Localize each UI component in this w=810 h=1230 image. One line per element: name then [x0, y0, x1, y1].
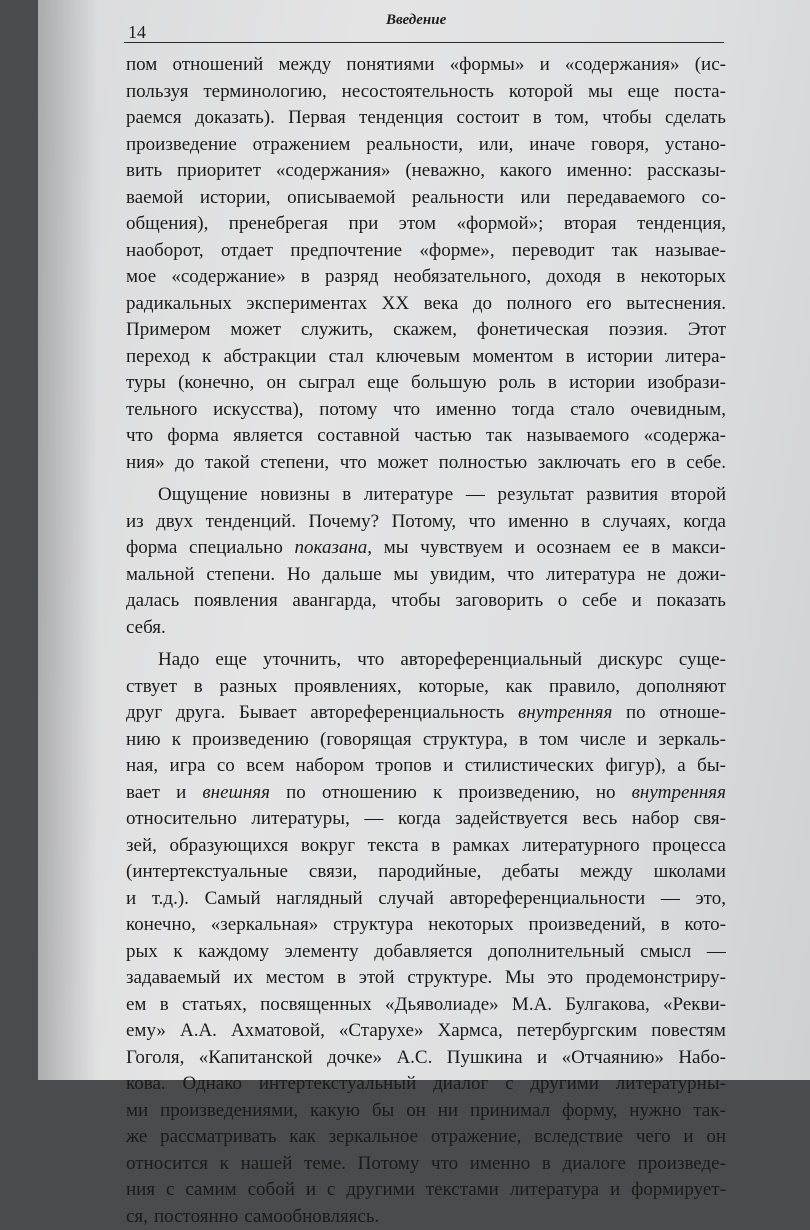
paragraph-3	[126, 647, 726, 1230]
page-gutter-shadow	[38, 0, 98, 1080]
text-line: ему» А.А. Ахматовой, «Старухе» Хармса, петербургским повестям	[126, 1018, 726, 1045]
text-line: относительно литературы, — когда задействуется весь набор свя-	[126, 806, 726, 833]
text-line: Ощущение новизны в литературе — результат развития второй	[126, 482, 726, 509]
text-line: радикальных экспериментах XX века до полного его вытеснения.	[126, 291, 726, 318]
body-text	[126, 52, 726, 1230]
text-line: из двух тенденций. Почему? Потому, что именно в случаях, когда	[126, 509, 726, 536]
page-header	[124, 6, 724, 43]
text-line: ем в статьях, посвященных «Дьяволиаде» М.А. Булгакова, «Рекви-	[126, 992, 726, 1019]
text-line: переход к абстракции стал ключевым моментом в истории литера-	[126, 344, 726, 371]
text-line: далась появления авангарда, чтобы заговорить о себе и показать	[126, 588, 726, 615]
text-line: друг друга. Бывает автореференциальность внутренняя по отноше-	[126, 700, 726, 727]
text-line: себя.	[126, 615, 726, 642]
text-line: Гоголя, «Капитанской дочке» А.С. Пушкина и «Отчаянию» Набо-	[126, 1045, 726, 1072]
text-line: ся, постоянно самообновляясь.	[126, 1204, 726, 1230]
text-line: вает и внешняя по отношению к произведению, но внутренняя	[126, 780, 726, 807]
text-line: пом отношений между понятиями «формы» и «содержания» (ис-	[126, 52, 726, 79]
page-number: 14	[128, 22, 146, 43]
text-line: нию к произведению (говорящая структура, в том числе и зеркаль-	[126, 727, 726, 754]
text-line: вить приоритет «содержания» (неважно, какого именно: рассказы-	[126, 158, 726, 185]
text-line: ствует в разных проявлениях, которые, как правило, дополняют	[126, 674, 726, 701]
text-line: зей, образующихся вокруг текста в рамках литературного процесса	[126, 833, 726, 860]
text-line: конечно, «зеркальная» структура некоторых произведений, в кото-	[126, 912, 726, 939]
text-line: Надо еще уточнить, что автореференциальный дискурс суще-	[126, 647, 726, 674]
text-line: тельного искусства), потому что именно тогда стало очевидным,	[126, 397, 726, 424]
paragraph-2	[126, 482, 726, 641]
text-line: мое «содержание» в разряд необязательного, доходя в некоторых	[126, 264, 726, 291]
text-line: раемся доказать). Первая тенденция состоит в том, чтобы сделать	[126, 105, 726, 132]
text-line: туры (конечно, он сыграл еще большую роль в истории изобрази-	[126, 370, 726, 397]
text-line: ми произведениями, какую бы он ни принимал форму, нужно так-	[126, 1098, 726, 1125]
text-line: пользуя терминологию, несостоятельность которой мы еще поста-	[126, 79, 726, 106]
text-line: ваемой истории, описываемой реальности или передаваемого со-	[126, 185, 726, 212]
text-line: произведение отражением реальности, или, иначе говоря, устано-	[126, 132, 726, 159]
text-line: и т.д.). Самый наглядный случай автореференциальности — это,	[126, 886, 726, 913]
text-line: же рассматривать как зеркальное отражение, вследствие чего и он	[126, 1124, 726, 1151]
text-line: ния» до такой степени, что может полностью заключать его в себе.	[126, 450, 726, 477]
text-line: наоборот, отдает предпочтение «форме», переводит так называе-	[126, 238, 726, 265]
text-line: рых к каждому элементу добавляется дополнительный смысл —	[126, 939, 726, 966]
text-line: общения), пренебрегая при этом «формой»; вторая тенденция,	[126, 211, 726, 238]
text-line: что форма является составной частью так называемого «содержа-	[126, 423, 726, 450]
text-line: (интертекстуальные связи, пародийные, дебаты между школами	[126, 859, 726, 886]
text-line: кова. Однако интертекстуальный диалог с другими литературны-	[126, 1071, 726, 1098]
text-line: форма специально показана, мы чувствуем и осознаем ее в макси-	[126, 535, 726, 562]
text-line: относится к нашей теме. Потому что именно в диалоге произведе-	[126, 1151, 726, 1178]
running-title: Введение	[386, 12, 446, 29]
paragraph-1	[126, 52, 726, 476]
text-line: ния с самим собой и с другими текстами литература и формирует-	[126, 1177, 726, 1204]
book-page	[38, 0, 810, 1080]
text-line: задаваемый их местом в этой структуре. Мы это продемонстриру-	[126, 965, 726, 992]
text-line: Примером может служить, скажем, фонетическая поэзия. Этот	[126, 317, 726, 344]
text-line: мальной степени. Но дальше мы увидим, что литература не дожи-	[126, 562, 726, 589]
text-line: ная, игра со всем набором тропов и стилистических фигур), а бы-	[126, 753, 726, 780]
